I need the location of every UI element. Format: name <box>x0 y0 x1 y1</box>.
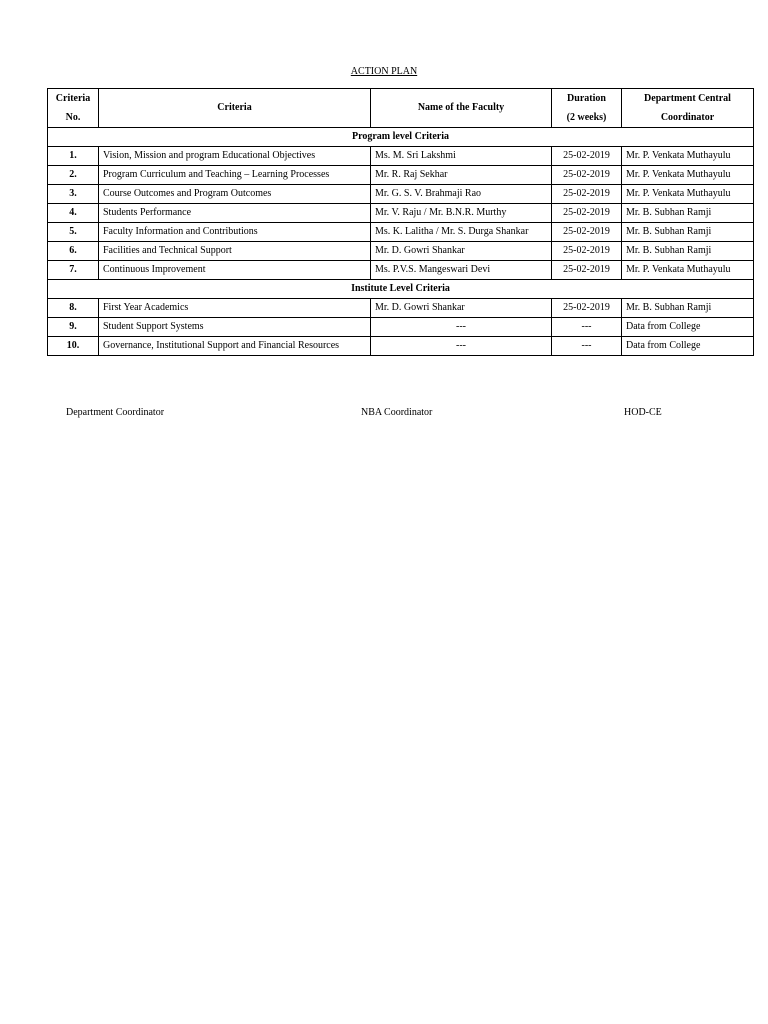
table-row <box>48 242 754 261</box>
cell-coordinator: Mr. P. Venkata Muthayulu <box>622 261 754 280</box>
cell-duration: --- <box>552 337 622 356</box>
header-duration <box>552 89 622 128</box>
cell-faculty: Ms. P.V.S. Mangeswari Devi <box>371 261 552 280</box>
cell-criteria: Course Outcomes and Program Outcomes <box>99 185 371 204</box>
cell-duration: 25-02-2019 <box>552 166 622 185</box>
cell-coordinator: Data from College <box>622 318 754 337</box>
cell-criteria: Facilities and Technical Support <box>99 242 371 261</box>
cell-no: 7. <box>48 261 99 280</box>
cell-faculty: --- <box>371 337 552 356</box>
cell-criteria: Faculty Information and Contributions <box>99 223 371 242</box>
table-row <box>48 299 754 318</box>
cell-criteria: Students Performance <box>99 204 371 223</box>
cell-criteria: Program Curriculum and Teaching – Learning Processes <box>99 166 371 185</box>
cell-duration: 25-02-2019 <box>552 185 622 204</box>
cell-criteria: Governance, Institutional Support and Financial Resources <box>99 337 371 356</box>
cell-duration: 25-02-2019 <box>552 147 622 166</box>
signature-hod: HOD-CE <box>624 407 662 418</box>
cell-coordinator: Mr. B. Subhan Ramji <box>622 242 754 261</box>
cell-faculty: Ms. M. Sri Lakshmi <box>371 147 552 166</box>
table-row <box>48 223 754 242</box>
table-row <box>48 166 754 185</box>
header-faculty: Name of the Faculty <box>371 89 552 128</box>
cell-no: 1. <box>48 147 99 166</box>
cell-coordinator: Data from College <box>622 337 754 356</box>
cell-duration: 25-02-2019 <box>552 223 622 242</box>
cell-no: 9. <box>48 318 99 337</box>
table-row <box>48 204 754 223</box>
cell-faculty: Mr. D. Gowri Shankar <box>371 242 552 261</box>
header-duration-line1: Duration <box>567 93 606 104</box>
cell-no: 6. <box>48 242 99 261</box>
signature-nba-coordinator: NBA Coordinator <box>361 407 433 418</box>
cell-coordinator: Mr. P. Venkata Muthayulu <box>622 185 754 204</box>
cell-duration: 25-02-2019 <box>552 242 622 261</box>
cell-no: 10. <box>48 337 99 356</box>
header-criteria: Criteria <box>99 89 371 128</box>
cell-no: 4. <box>48 204 99 223</box>
header-coordinator <box>622 89 754 128</box>
section-row-institute <box>48 280 754 299</box>
cell-criteria: Continuous Improvement <box>99 261 371 280</box>
cell-faculty: Mr. V. Raju / Mr. B.N.R. Murthy <box>371 204 552 223</box>
table-row <box>48 147 754 166</box>
table-row <box>48 337 754 356</box>
cell-criteria: First Year Academics <box>99 299 371 318</box>
cell-faculty: Ms. K. Lalitha / Mr. S. Durga Shankar <box>371 223 552 242</box>
signature-department-coordinator: Department Coordinator <box>66 407 165 418</box>
cell-no: 2. <box>48 166 99 185</box>
cell-criteria: Vision, Mission and program Educational Objectives <box>99 147 371 166</box>
cell-coordinator: Mr. B. Subhan Ramji <box>622 223 754 242</box>
table-row <box>48 185 754 204</box>
cell-coordinator: Mr. P. Venkata Muthayulu <box>622 147 754 166</box>
table-header-row <box>48 89 754 128</box>
cell-duration: 25-02-2019 <box>552 299 622 318</box>
cell-faculty: Mr. G. S. V. Brahmaji Rao <box>371 185 552 204</box>
header-duration-line2: (2 weeks) <box>566 112 607 123</box>
cell-duration: 25-02-2019 <box>552 261 622 280</box>
section-label-program: Program level Criteria <box>48 128 754 147</box>
section-label-institute: Institute Level Criteria <box>48 280 754 299</box>
header-criteria-no <box>48 89 99 128</box>
document-title: ACTION PLAN <box>350 66 418 77</box>
header-coordinator-line2: Coordinator <box>660 112 715 123</box>
cell-coordinator: Mr. B. Subhan Ramji <box>622 299 754 318</box>
cell-faculty: Mr. D. Gowri Shankar <box>371 299 552 318</box>
action-plan-table <box>47 88 754 356</box>
cell-no: 8. <box>48 299 99 318</box>
cell-no: 5. <box>48 223 99 242</box>
cell-no: 3. <box>48 185 99 204</box>
cell-coordinator: Mr. P. Venkata Muthayulu <box>622 166 754 185</box>
table-row <box>48 261 754 280</box>
header-criteria-no-line2: No. <box>65 112 81 123</box>
cell-faculty: Mr. R. Raj Sekhar <box>371 166 552 185</box>
cell-duration: 25-02-2019 <box>552 204 622 223</box>
header-coordinator-line1: Department Central <box>644 93 731 104</box>
section-row-program <box>48 128 754 147</box>
header-criteria-no-line1: Criteria <box>55 93 91 104</box>
cell-duration: --- <box>552 318 622 337</box>
cell-criteria: Student Support Systems <box>99 318 371 337</box>
cell-faculty: --- <box>371 318 552 337</box>
table-row <box>48 318 754 337</box>
cell-coordinator: Mr. B. Subhan Ramji <box>622 204 754 223</box>
